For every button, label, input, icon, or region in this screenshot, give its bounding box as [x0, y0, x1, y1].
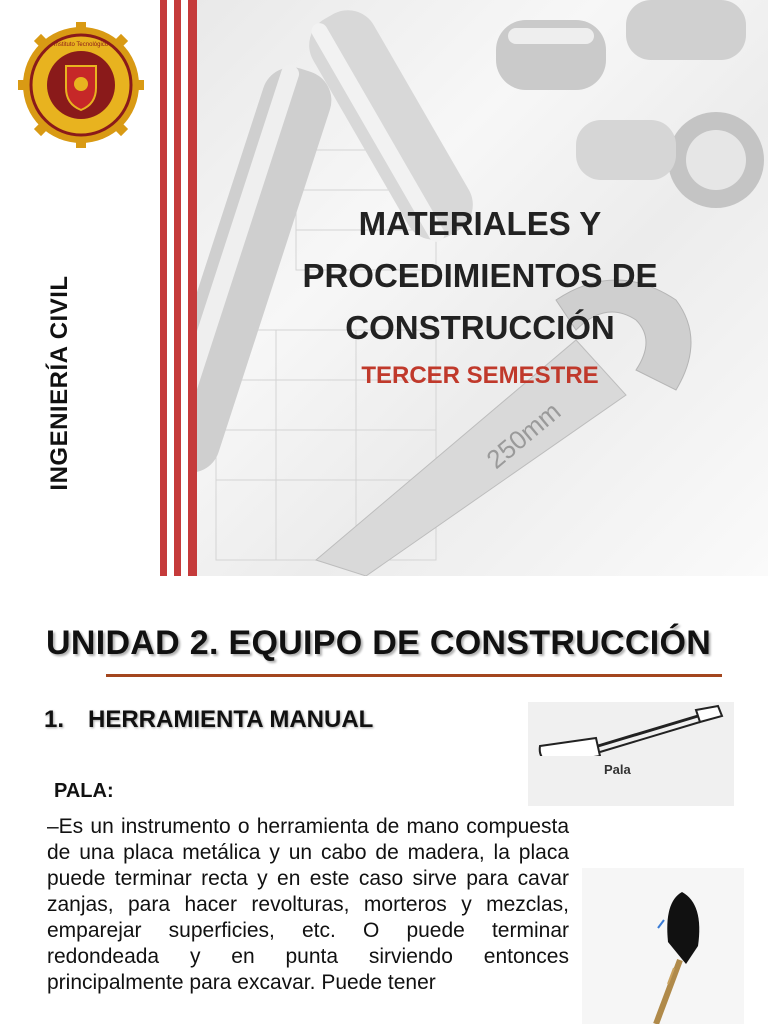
shovel-photo [582, 868, 744, 1024]
unit-title: UNIDAD 2. EQUIPO DE CONSTRUCCIÓN [46, 624, 712, 662]
section-number: 1. [44, 706, 65, 733]
course-title-line: CONSTRUCCIÓN [345, 309, 615, 346]
vertical-program-title: INGENIERÍA CIVIL [46, 275, 73, 491]
section-title: HERRAMIENTA MANUAL [88, 706, 374, 733]
illustration-caption: Pala [604, 762, 631, 777]
section-heading [44, 706, 373, 734]
title-underline [106, 674, 722, 677]
course-title-line: PROCEDIMIENTOS DE [302, 257, 658, 294]
institute-logo [18, 22, 144, 148]
svg-text:Instituto Tecnológico: Instituto Tecnológico [53, 42, 109, 48]
item-description: –Es un instrumento o herramienta de mano compuesta de una placa metálica y un cabo de madera, la placa puede terminar recta y en este caso sirve para cavar zanjas, para hacer revolturas, morteros y mezclas, emparejar superficies, etc. O puede terminar redondeada y en punta sirviendo entonces principalmente para excavar. Puede tener [47, 815, 569, 994]
decorative-stripes [155, 0, 205, 576]
item-label: PALA: [54, 780, 114, 802]
course-title-line: MATERIALES Y [358, 205, 602, 242]
semester-subtitle: TERCER SEMESTRE [361, 362, 599, 389]
svg-text:250mm: 250mm [480, 395, 567, 475]
course-title [270, 198, 690, 354]
unit-slide [0, 576, 768, 1024]
